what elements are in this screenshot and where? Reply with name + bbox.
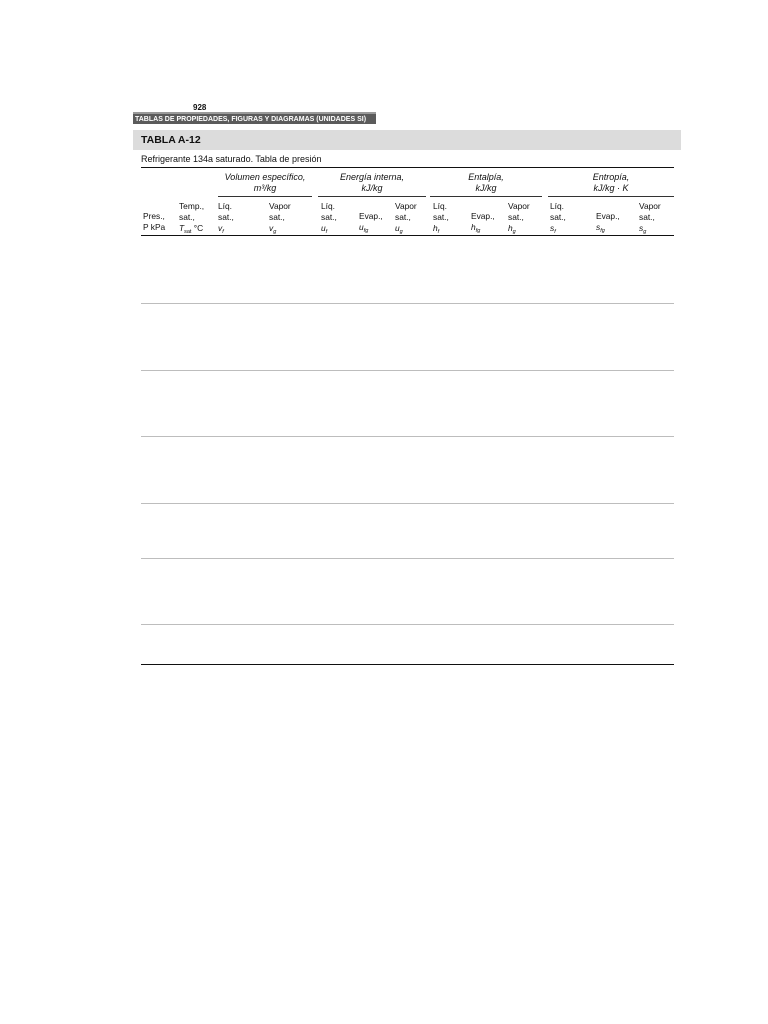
group-head-entropy xyxy=(548,172,674,194)
symbol: u xyxy=(359,221,364,232)
col-head-line: sat., xyxy=(639,211,655,222)
symbol: s xyxy=(596,221,601,232)
symbol: T xyxy=(179,222,185,233)
col-head-uf xyxy=(321,201,337,237)
subscript: g xyxy=(399,228,403,235)
col-head-line: sat., xyxy=(321,211,337,222)
symbol: v xyxy=(218,222,223,233)
symbol: h xyxy=(433,222,438,233)
subscript: f xyxy=(222,228,224,235)
table-head-rule xyxy=(141,235,674,236)
col-head-line: Temp., xyxy=(179,201,205,211)
row-group-separator xyxy=(141,436,674,437)
col-head-hg xyxy=(508,201,530,237)
col-head-sf xyxy=(550,201,566,237)
col-head-line: sat., xyxy=(433,211,449,222)
subscript: f xyxy=(554,228,556,235)
unit: °C xyxy=(193,222,204,233)
col-head-line: sat., xyxy=(179,211,195,222)
table-top-rule xyxy=(141,167,674,168)
row-group-separator xyxy=(141,624,674,625)
running-head: TABLAS DE PROPIEDADES, FIGURAS Y DIAGRAMAS (UNIDADES SI) xyxy=(133,112,376,124)
subscript: g xyxy=(512,228,516,235)
group-underline-entropy xyxy=(548,196,674,197)
group-underline-enthalpy xyxy=(430,196,542,197)
col-head-line: Evap., xyxy=(471,211,495,221)
group-head-volume xyxy=(218,172,312,194)
subscript: g xyxy=(643,228,647,235)
group-unit: m³/kg xyxy=(253,183,277,193)
subscript: fg xyxy=(475,227,481,234)
col-head-sg xyxy=(639,201,661,237)
row-group-separator xyxy=(141,503,674,504)
subscript: fg xyxy=(363,227,369,234)
col-head-line: Líq. xyxy=(550,201,564,211)
group-title: Entalpía, xyxy=(468,172,504,182)
col-head-ufg xyxy=(359,211,383,237)
col-head-line: P kPa xyxy=(143,221,166,232)
col-head-line: Vapor xyxy=(395,201,417,211)
col-head-pressure xyxy=(143,211,165,233)
subscript: f xyxy=(437,228,440,235)
subscript: sat xyxy=(184,228,192,235)
group-unit: kJ/kg xyxy=(361,183,383,193)
col-head-hf xyxy=(433,201,449,237)
symbol: s xyxy=(550,222,555,233)
symbol: h xyxy=(508,222,513,233)
col-head-line: Pres., xyxy=(143,211,165,221)
symbol: u xyxy=(321,222,326,233)
group-title: Entropía, xyxy=(592,172,630,182)
group-head-energy xyxy=(318,172,426,194)
table-label: TABLA A-12 xyxy=(133,130,681,150)
col-head-temperature xyxy=(179,201,204,237)
group-unit: kJ/kg xyxy=(475,183,497,193)
col-head-vg xyxy=(269,201,291,237)
col-head-line: Vapor xyxy=(508,201,530,211)
col-head-line: sat., xyxy=(218,211,234,222)
group-underline-volume xyxy=(218,196,312,197)
page-number: 928 xyxy=(193,103,207,112)
col-head-line: sat., xyxy=(269,211,285,222)
symbol: s xyxy=(639,222,644,233)
symbol: h xyxy=(471,221,476,232)
subscript: g xyxy=(273,228,277,235)
col-head-line: Evap., xyxy=(359,211,383,221)
group-title: Energía interna, xyxy=(339,172,405,182)
row-group-separator xyxy=(141,303,674,304)
col-head-line: Líq. xyxy=(433,201,447,211)
col-head-line: Evap., xyxy=(596,211,620,221)
group-underline-energy xyxy=(318,196,426,197)
col-head-ug xyxy=(395,201,417,237)
symbol: u xyxy=(395,222,400,233)
subscript: fg xyxy=(600,227,605,234)
symbol: v xyxy=(269,222,274,233)
group-head-enthalpy xyxy=(430,172,542,194)
col-head-line: sat., xyxy=(395,211,411,222)
row-group-separator xyxy=(141,558,674,559)
col-head-line: Vapor xyxy=(639,201,661,211)
table-bottom-rule xyxy=(141,664,674,665)
col-head-hfg xyxy=(471,211,495,237)
col-head-line: sat., xyxy=(550,211,566,222)
col-head-line: Líq. xyxy=(218,201,232,211)
col-head-line: Líq. xyxy=(321,201,335,211)
table-caption: Refrigerante 134a saturado. Tabla de presión xyxy=(141,154,322,164)
col-head-vf xyxy=(218,201,234,237)
group-unit: kJ/kg · K xyxy=(593,183,629,193)
col-head-line: sat., xyxy=(508,211,524,222)
subscript: f xyxy=(325,228,328,235)
col-head-line: Vapor xyxy=(269,201,291,211)
row-group-separator xyxy=(141,370,674,371)
group-title: Volumen específico, xyxy=(224,172,306,182)
col-head-sfg xyxy=(596,211,620,237)
